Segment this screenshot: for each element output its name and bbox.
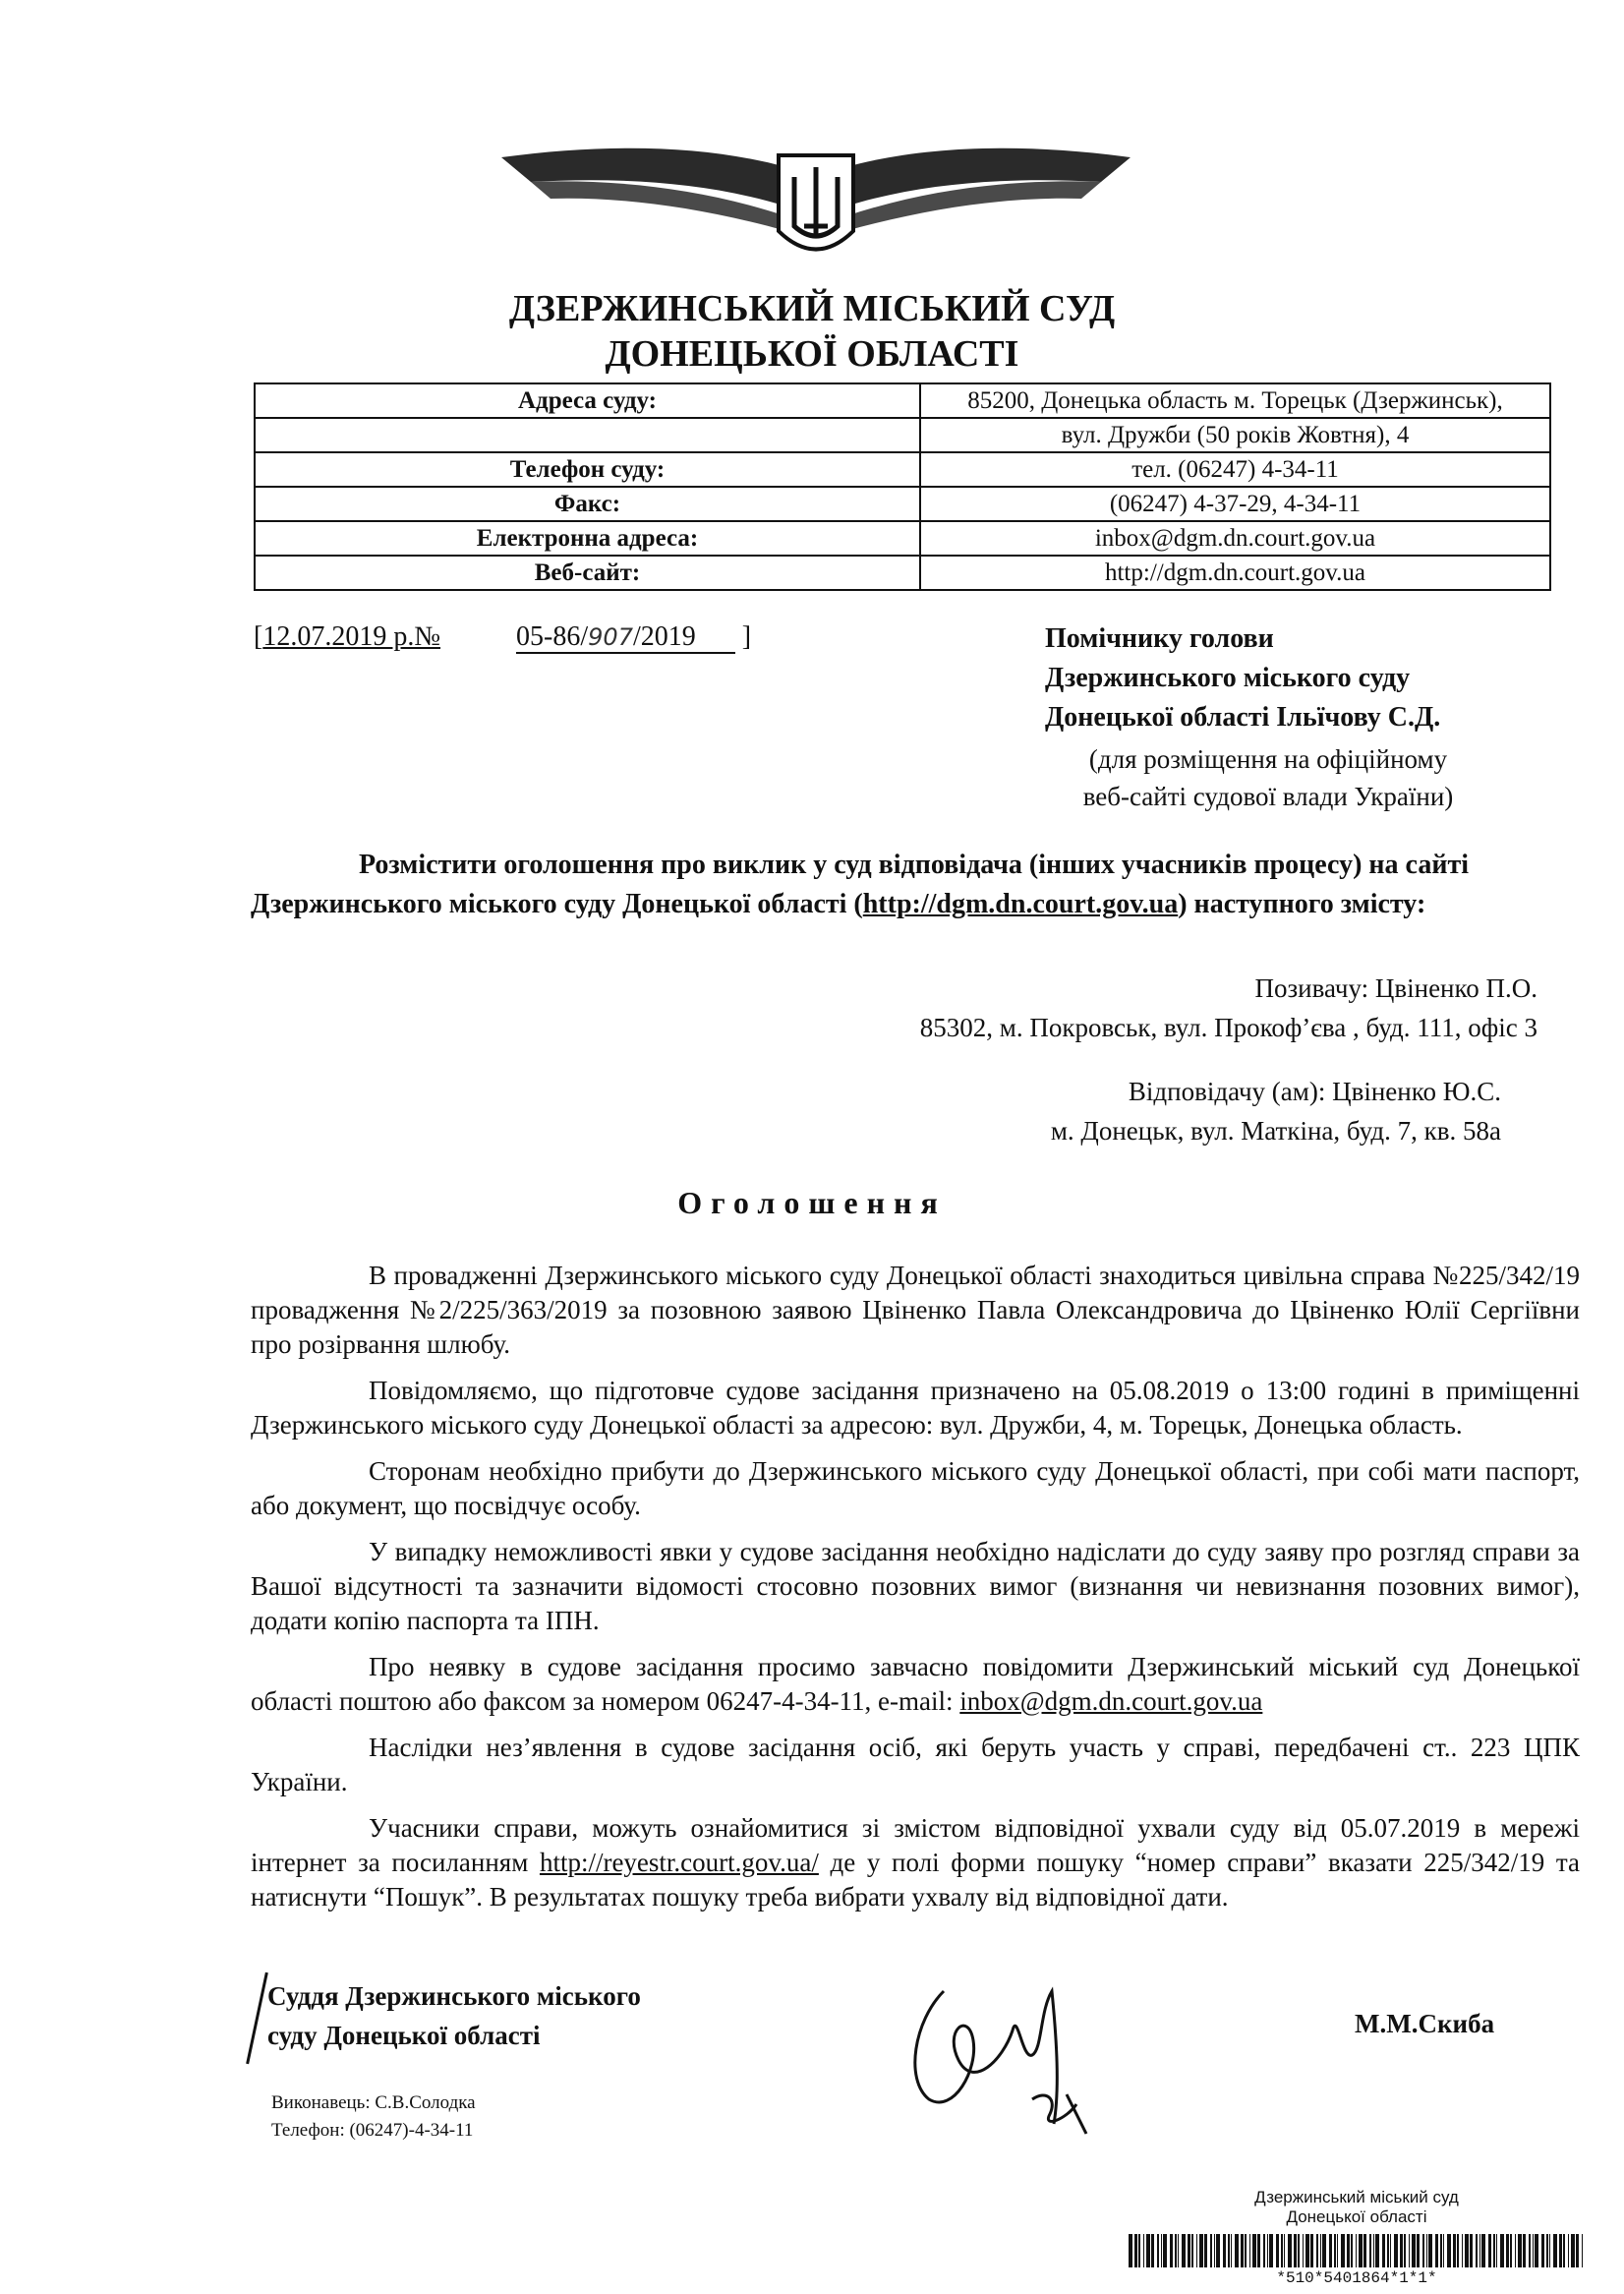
court-info-table [254,382,1551,591]
margin-mark [246,1972,268,2065]
plaintiff-block [920,969,1537,1047]
registry-text-start: Учасники справи, можуть ознайомитися зі змістом відповідної ухвали суду від 05.07.2019 в мережі інтернет за посиланням [251,1813,1580,1877]
close-bracket: ] [741,621,752,652]
judge-line1: Суддя Дзержинського міського [267,1981,641,2011]
request-text-end: ) наступного змісту: [1178,889,1426,919]
info-value: inbox@dgm.dn.court.gov.ua [920,521,1550,556]
stamp-line1: Дзержинський міський суд [1254,2188,1459,2206]
info-label: Факс: [255,487,920,521]
info-label: Адреса суду: [255,383,920,418]
registration-number [516,621,735,654]
request-line2 [251,885,1578,924]
info-row-phone [255,452,1550,487]
open-bracket: [ [254,621,263,652]
handwritten-signature-icon [885,1952,1111,2148]
executor-block [271,2089,476,2145]
defendant-block [1051,1072,1501,1150]
request-line1: Розмістити оголошення про виклик у суд відповідача (інших учасників процесу) на сайті [359,850,1469,880]
request-text-start: Дзержинського міського суду Донецької області ( [251,889,863,919]
info-value: 85200, Донецька область м. Торецьк (Дзержинськ), [920,383,1550,418]
paragraph-notify [251,1650,1580,1719]
addressee-note-line2: веб-сайті судової влади України) [1082,782,1454,811]
notify-email[interactable]: inbox@dgm.dn.court.gov.ua [959,1686,1263,1716]
paragraph-registry [251,1811,1580,1914]
judge-title [267,1976,641,2055]
executor-phone: Телефон: (06247)-4-34-11 [271,2120,474,2141]
notify-text: Про неявку в судове засідання просимо завчасно повідомити Дзержинський міський суд Донецької області поштою або факсом за номером 06247-4-34-11, e-mail: [251,1652,1580,1716]
defendant-label: Відповідачу (ам): Цвіненко Ю.С. [1128,1077,1501,1106]
handwritten-number: 907 [588,623,633,651]
info-row-address-cont [255,418,1550,452]
registry-text-end: де у полі форми пошуку “номер справи” вказати 225/342/19 та натиснути “Пошук”. В результатах пошуку треба вибрати ухвалу від відповідної дати. [251,1848,1581,1912]
judge-line2: суду Донецької області [267,2021,541,2050]
info-value: (06247) 4-37-29, 4-34-11 [920,487,1550,521]
paragraph-hearing: Повідомляємо, що підготовче судове засідання призначено на 05.08.2019 о 13:00 годині в приміщенні Дзержинського міського суду Донецької області за адресою: вул. Дружби, 4, м. Торецьк, Донецька область. [251,1376,1580,1440]
registry-link[interactable]: http://reyestr.court.gov.ua/ [539,1848,819,1877]
paragraph-case: В провадженні Дзержинського міського суду Донецької області знаходиться цивільна справа №225/342/19 провадження №2/225/363/2019 за позовною заявою Цвіненко Павла Олександровича до Цвіненко Юлії Сергіївни про розірвання шлюбу. [251,1261,1580,1359]
executor-name: Виконавець: С.В.Солодка [271,2092,476,2113]
info-label: Електронна адреса: [255,521,920,556]
info-row-address [255,383,1550,418]
addressee-line2: Дзержинського міського суду [1045,663,1411,693]
announcement-body [251,1259,1580,1926]
plaintiff-label: Позивачу: Цвіненко П.О. [1254,973,1537,1003]
info-row-website [255,556,1550,590]
paragraph-absence: У випадку неможливості явки у судове засідання необхідно надіслати до суду заяву про розгляд справи за Вашої відсутності та зазначити відомості стосовно позовних вимог (визнання чи невизнання позовних вимог), додати копію паспорта та ІПН. [251,1537,1580,1635]
barcode-text: *510*5401864*1*1* [1276,2269,1437,2287]
stamp-line2: Донецької області [1286,2207,1427,2226]
paragraph-appear: Сторонам необхідно прибути до Дзержинського міського суду Донецької області, при собі мати паспорт, або документ, що посвідчує особу. [251,1456,1580,1520]
paragraph-consequences: Наслідки нез’явлення в судове засідання осіб, які беруть участь у справі, передбачені ст.. 223 ЦПК України. [251,1733,1580,1796]
info-row-fax [255,487,1550,521]
court-name-line1: ДЗЕРЖИНСЬКИЙ МІСЬКИЙ СУД [508,288,1116,329]
addressee-line1: Помічнику голови [1045,623,1274,654]
plaintiff-address: 85302, м. Покровськ, вул. Прокоф’єва , буд. 111, офіс 3 [919,1013,1537,1042]
registration-date: 12.07.2019 р.№ [262,621,441,652]
info-label: Веб-сайт: [255,556,920,590]
defendant-address: м. Донецьк, вул. Маткіна, буд. 7, кв. 58а [1050,1116,1501,1146]
addressee-line3: Донецької області Ільїчову С.Д. [1045,702,1441,733]
info-row-email [255,521,1550,556]
request-link[interactable]: http://dgm.dn.court.gov.ua [862,889,1179,919]
info-value: вул. Дружби (50 років Жовтня), 4 [920,418,1550,452]
judge-name: М.М.Скиба [1355,2009,1495,2038]
barcode-icon [1129,2234,1583,2267]
announcement-heading: Оголошення [677,1185,947,1220]
court-emblem-icon [492,138,1140,275]
info-value: http://dgm.dn.court.gov.ua [920,556,1550,590]
registry-stamp [1131,2188,1583,2227]
registration-line [254,621,751,653]
number-suffix: /2019 [632,621,696,652]
info-value: тел. (06247) 4-34-11 [920,452,1550,487]
addressee-note [1032,740,1504,815]
info-label: Телефон суду: [255,452,920,487]
court-name-line2: ДОНЕЦЬКОЇ ОБЛАСТІ [605,333,1019,375]
info-label [255,418,920,452]
addressee-note-line1: (для розміщення на офіційному [1088,744,1448,774]
number-prefix: 05-86/ [516,621,589,652]
addressee-block [1045,619,1440,737]
